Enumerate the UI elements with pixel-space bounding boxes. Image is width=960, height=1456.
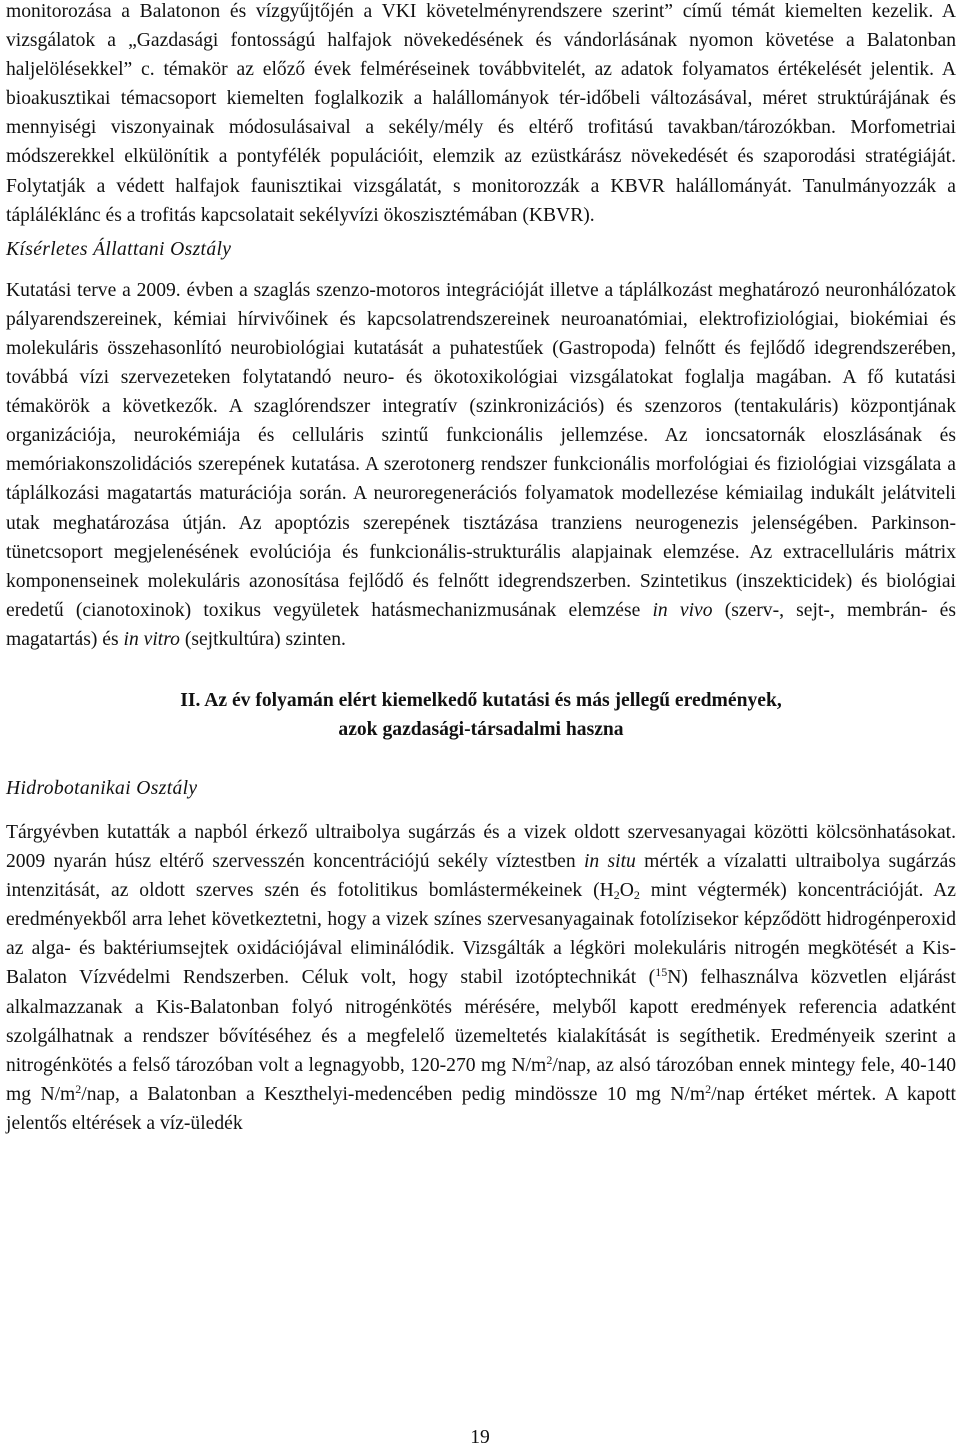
zoology-section-heading: Kísérletes Állattani Osztály xyxy=(6,238,232,260)
botany-text-part2: mérték a vízalatti ultraibolya sugárzás intenzitását, az oldott szerves szén és fotolitikus bomlástermékeinek (H xyxy=(6,851,956,902)
botany-text-part4: mint végtermék) koncentrációját. Az eredményekből arra lehet következtetni, hogy a vizek színes szervesanyagainak fotolízisekor képződött hidrogénperoxid az alga- és baktériumsejtek oxidációjával eliminálódik. Vizsgálták a légköri molekuláris nitrogén megkötését a Kis-Balaton Vízvédelmi Rendszerben. Céluk volt, hogy stabil izotóptechnikát ( xyxy=(6,880,956,989)
botany-text-part8: /nap értéket mértek. A kapott jelentős eltérések a víz-üledék xyxy=(6,1083,956,1134)
botany-paragraph xyxy=(6,818,956,1138)
intro-paragraph: monitorozása a Balatonon és vízgyűjtőjén a VKI követelményrendszere szerint” című témát kiemelten kezelik. A vizsgálatok a „Gazdasági fontosságú halfajok növekedésének és vándorlásának nyomon követése a Balatonban haljelölésekkel” c. témakör az előző évek felméréseinek továbbvitelét, az adatok folyamatos értékelését jelentik. A bioakusztikai témacsoport kiemelten foglalkozik a halállományok tér-időbeli változásával, méret struktúrájának és mennyiségi viszonyainak módosulásaival a sekély/mély és eltérő trofitású tavakban/tározókban. Morfometriai módszerekkel elkülönítik a pontyfélék populációit, elemzik az ezüstkárász növekedését és szaporodási stratégiáját. Folytatják a védett halfajok faunisztikai vizsgálatát, s monitorozzák a KBVR halállományát. Tanulmányozzák a tápláléklánc és a trofitás kapcsolatait sekélyvízi ökoszisztémában (KBVR). xyxy=(6,1,956,226)
botany-text-part3: O xyxy=(619,880,634,902)
zoology-text-part1: Kutatási terve a 2009. évben a szaglás szenzo-motoros integrációját illetve a táplálkozást meghatározó neuronhálózatok pályarendszereinek, kémiai hírvivőinek és kapcsolatrendszereinek neuroanatómiai, elektrofiziológiai, biokémiai és molekuláris összehasonlító neurobiológiai kutatását a puhatestűek (Gastropoda) felnőtt és fejlődő idegrendszerében, továbbá vízi szervezeteken folytatandó neuro- és ökotoxikológiai vizsgálatokat foglalja magában. A fő kutatási témakörök a következők. A szaglórendszer integratív (szinkronizációs) és szenzoros (tentakuláris) központjának organizációja, neurokémiája és celluláris szintű funkcionális jellemzése. Az ioncsatornák eloszlásának és memóriakonszolidációs szerepének kutatása. A szerotonerg rendszer funkcionális morfológiai és fiziológiai vizsgálata a táplálkozási magatartás maturációja során. A neuroregenerációs folyamatok modellezése kémiailag indukált jelátviteli utak meghatározása útján. Az apoptózis szerepének tisztázása tranziens neurogenezis jelenségében. Parkinson-tünetcsoport megjelenésének evolúciója és funkcionális-strukturális alapjainak elemzése. Az extracelluláris mátrix komponenseinek molekuláris azonosítása fejlődő és felnőtt idegrendszerben. Szintetikus (inszekticidek) és biológiai eredetű (cianotoxinok) toxikus vegyületek hatásmechanizmusának elemzése xyxy=(6,279,956,621)
zoology-paragraph xyxy=(6,276,956,654)
chapter-title-line2: azok gazdasági-társadalmi haszna xyxy=(338,719,624,741)
subscript-2: 2 xyxy=(613,888,620,903)
zoology-text-part3: (sejtkultúra) szinten. xyxy=(179,628,346,650)
superscript-2: 2 xyxy=(546,1052,553,1067)
zoology-in-vitro: in vitro xyxy=(123,628,180,650)
botany-section-heading: Hidrobotanikai Osztály xyxy=(6,777,198,799)
document-page xyxy=(6,0,956,1138)
superscript-15: 15 xyxy=(655,965,668,980)
zoology-in-vivo: in vivo xyxy=(652,599,713,621)
botany-text-part1: Tárgyévben kutatták a napból érkező ultraibolya sugárzás és a vizek oldott szervesanyagai közötti kölcsönhatásokat. 2009 nyarán húsz eltérő szervesszén koncentrációjú sekély víztestben xyxy=(6,821,956,873)
subscript-2: 2 xyxy=(633,888,640,903)
botany-text-part6: /nap, az alsó tározóban ennek mintegy fele, 40-140 mg N/m xyxy=(6,1054,956,1105)
botany-text-part7: /nap, a Balatonban a Keszthelyi-medencében pedig mindössze 10 mg N/m xyxy=(81,1083,706,1105)
botany-text-part5: N) felhasználva közvetlen eljárást alkalmazzanak a Kis-Balatonban folyó nitrogénkötés mérésére, melyből kapott eredmények referencia adatként szolgálhatnak a rendszer bővítéséhez és a megfelelő üzemeltetés kialakítását is segíthetik. Eredményeik szerint a nitrogénkötés a felső tározóban volt a legnagyobb, 120-270 mg N/m xyxy=(6,967,956,1076)
chapter-title-line1: II. Az év folyamán elért kiemelkedő kutatási és más jellegű eredmények, xyxy=(180,689,782,711)
zoology-text-part2: (szerv-, sejt-, membrán- és magatartás) és xyxy=(6,599,957,650)
botany-in-situ: in situ xyxy=(583,851,636,873)
superscript-2: 2 xyxy=(75,1081,82,1096)
superscript-2: 2 xyxy=(705,1081,712,1096)
chapter-heading xyxy=(6,686,956,745)
page-number: 19 xyxy=(470,1427,490,1448)
